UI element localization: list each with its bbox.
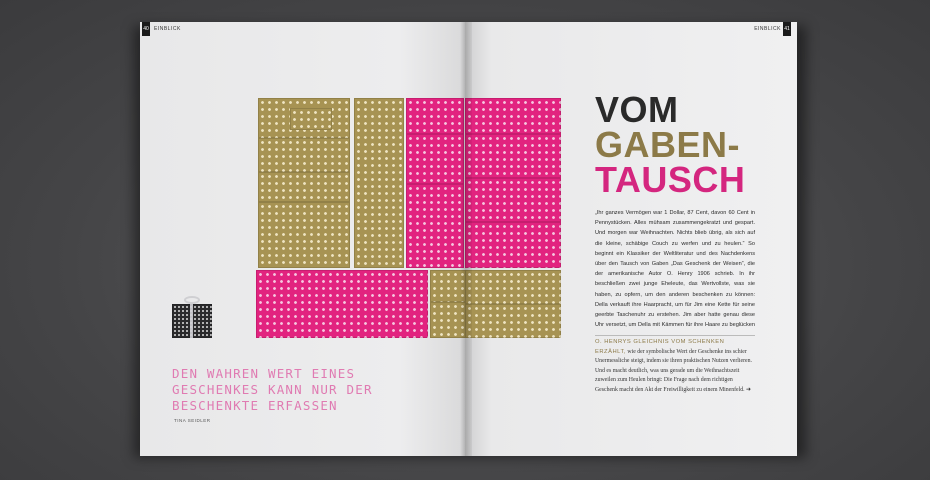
gift-box [354,98,404,268]
right-page [465,22,797,456]
title-line: GABEN- [595,124,740,165]
gift-box [256,270,428,338]
gift-box [258,138,350,172]
continue-arrow-icon: ➜ [746,386,751,393]
gift-box [406,98,464,134]
article-title [595,89,746,200]
gift-box [258,202,350,268]
gift-box [290,108,332,130]
pull-quote-line: GESCHENKES KANN NUR DER [172,382,373,397]
page-number-left: 40 [142,22,150,36]
gift-box [465,270,561,304]
left-page [140,22,465,456]
title-line: VOM [595,89,679,130]
gift-box [465,134,561,178]
gift-box [465,222,561,268]
title-line: TAUSCH [595,159,746,200]
pull-quote-line: DEN WAHREN WERT EINES [172,366,356,381]
gift-bow [184,296,200,304]
body-lead: O. HENRYS GLEICHNIS VOM SCHENKEN ERZÄHLT, [595,339,725,355]
running-head-right: EINBLICK [754,26,781,32]
body-rest: wie der symbolische Wert der Geschenke ins schier Unermessliche steigt, indem sie ihren praktischen Nutzen verlieren. Und es macht deutlich, was uns gerade um die Weihnachtszeit zuweilen zum Heulen bringt: Die Frage nach dem richtigen Geschenk macht den Akt der Freiwilligkeit zu einem Minenfeld. [595,348,752,393]
gift-box [258,172,350,202]
gift-box [465,178,561,222]
gift-box [465,98,561,134]
intro-text: „Ihr ganzes Vermögen war 1 Dollar, 87 Cent, davon 60 Cent in Pennystücken. Alles mühsam zusammengekratzt und gespart. Und morgen war Weihnachten. Nichts blieb übrig, als sich auf die kleine, schäbige Couch zu werfen und zu heulen.“ So beginnt ein Klassiker der Weltliteratur und des Nachdenkens über den Tausch von Gaben „Das Geschenk der Weisen“, die der amerikanische Autor O. Henry 1906 schrieb. In ihr beschließen zwei junge Eheleute, das Wertvollste, was sie haben, zu opfern, um den anderen beschenken zu können: Della verkauft ihre Haarpracht, um für Jim eine Kette für seine geerbte Taschenuhr zu erstehen. Jim aber hatte genau diese Uhr versetzt, um Della mit Kämmen für ihre Haare zu beglücken … [595,210,755,339]
divider [595,335,755,336]
body-text [595,338,755,396]
page-number-right: 41 [783,22,791,36]
gift-box [406,134,464,184]
gift-ribbon [190,304,193,338]
author-name: TINA SEIDLER [174,418,211,423]
pull-quote-line: BESCHENKTE ERFASSEN [172,398,338,413]
pull-quote [172,366,373,414]
spine-gutter [460,22,472,456]
running-head-left: EINBLICK [154,26,181,32]
gift-box [406,184,464,268]
gift-box [465,304,561,338]
